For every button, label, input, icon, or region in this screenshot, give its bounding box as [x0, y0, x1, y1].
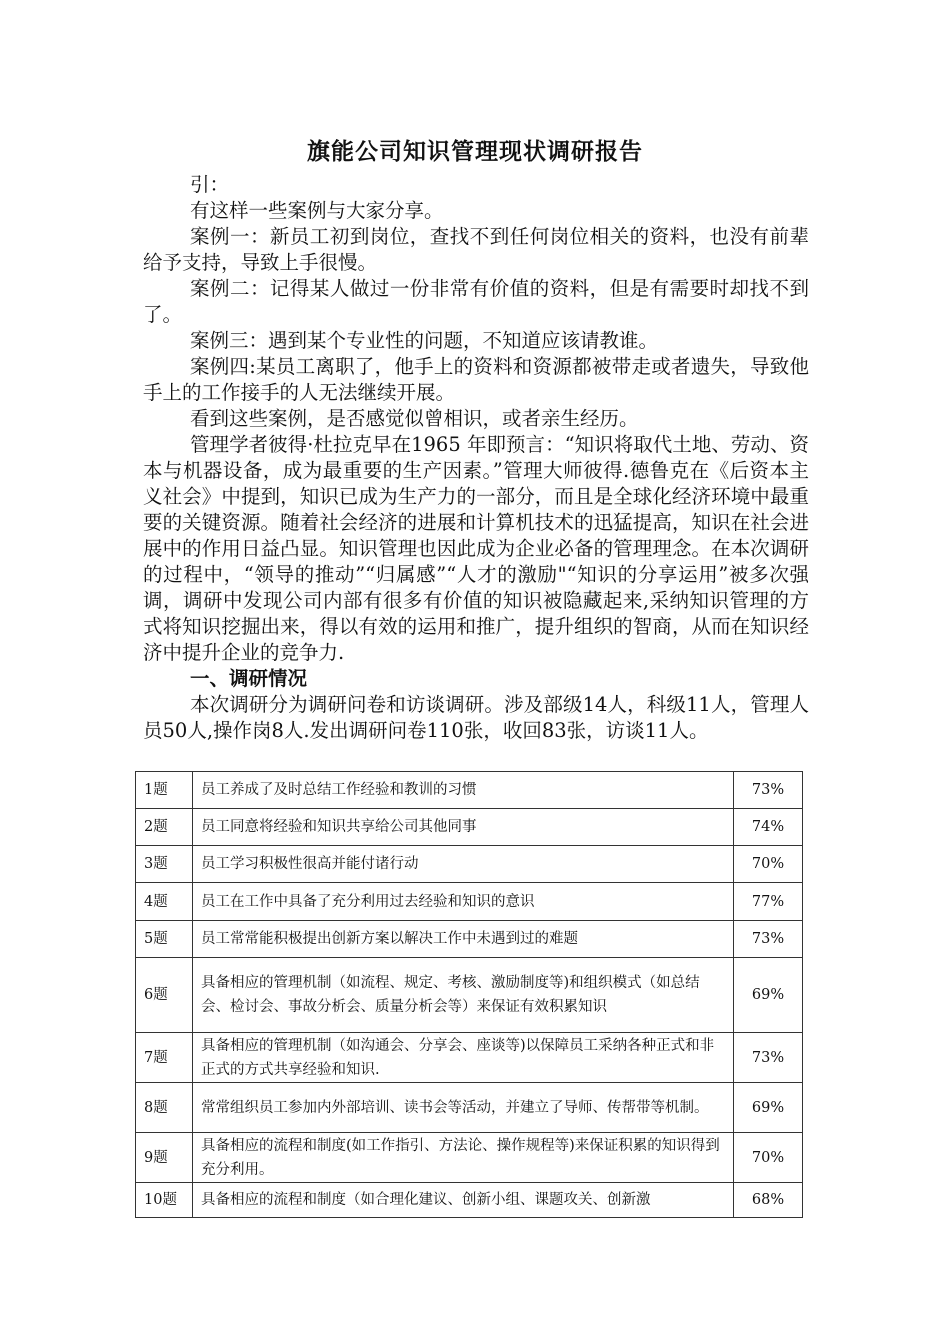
paragraph: 案例四:某员工离职了，他手上的资料和资源都被带走或者遗失，导致他手上的工作接手的人无法继续开展。	[143, 355, 809, 404]
percentage-cell: 74%	[734, 809, 803, 846]
page-title: 旗能公司知识管理现状调研报告	[307, 139, 643, 165]
question-text-cell: 员工养成了及时总结工作经验和教训的习惯	[193, 772, 734, 809]
question-number-cell: 9题	[136, 1133, 193, 1183]
section-heading: 一、调研情况	[190, 667, 308, 690]
question-text-cell: 员工学习积极性很高并能付诸行动	[193, 846, 734, 883]
percentage-cell: 73%	[734, 1033, 803, 1083]
table-row	[136, 809, 803, 846]
question-number-cell: 4题	[136, 883, 193, 921]
percentage-cell: 70%	[734, 1133, 803, 1183]
table-row	[136, 1183, 803, 1218]
table-row	[136, 846, 803, 883]
question-number-cell: 10题	[136, 1183, 193, 1218]
document-body	[143, 172, 809, 744]
question-number-cell: 2题	[136, 809, 193, 846]
percentage-cell: 69%	[734, 1083, 803, 1133]
question-number-cell: 5题	[136, 921, 193, 958]
question-text-cell: 员工在工作中具备了充分利用过去经验和知识的意识	[193, 883, 734, 921]
table-row	[136, 1083, 803, 1133]
percentage-cell: 73%	[734, 921, 803, 958]
table-row	[136, 958, 803, 1033]
percentage-cell: 77%	[734, 883, 803, 921]
paragraph: 案例三：遇到某个专业性的问题，不知道应该请教谁。	[190, 329, 659, 352]
table-row	[136, 883, 803, 921]
paragraph: 引：	[190, 173, 230, 196]
percentage-cell: 68%	[734, 1183, 803, 1218]
percentage-cell: 70%	[734, 846, 803, 883]
table-row	[136, 921, 803, 958]
question-number-cell: 6题	[136, 958, 193, 1033]
question-number-cell: 8题	[136, 1083, 193, 1133]
paragraph: 案例一：新员工初到岗位，查找不到任何岗位相关的资料，也没有前辈给予支持，导致上手很慢。	[143, 225, 809, 274]
question-text-cell: 员工常常能积极提出创新方案以解决工作中未遇到过的难题	[193, 921, 734, 958]
table-row	[136, 1033, 803, 1083]
question-text-cell: 具备相应的流程和制度(如工作指引、方法论、操作规程等)来保证积累的知识得到充分利用。	[193, 1133, 734, 1183]
table-row	[136, 1133, 803, 1183]
question-number-cell: 3题	[136, 846, 193, 883]
paragraph: 管理学者彼得·杜拉克早在1965 年即预言：“知识将取代土地、劳动、资本与机器设备，成为最重要的生产因素。”管理大师彼得.德鲁克在《后资本主义社会》中提到，知识已成为生产力的一部分，而且是全球化经济环境中最重要的关键资源。随着社会经济的进展和计算机技术的迅猛提高，知识在社会进展中的作用日益凸显。知识管理也因此成为企业必备的管理理念。在本次调研的过程中，“领导的推动”“归属感”“人才的激励"“知识的分享运用”被多次强调，调研中发现公司内部有很多有价值的知识被隐藏起来,采纳知识管理的方式将知识挖掘出来，得以有效的运用和推广，提升组织的智商，从而在知识经济中提升企业的竞争力.	[143, 433, 809, 664]
survey-table	[135, 771, 803, 1218]
question-number-cell: 1题	[136, 772, 193, 809]
question-text-cell: 具备相应的管理机制（如流程、规定、考核、激励制度等)和组织模式（如总结会、检讨会、事故分析会、质量分析会等）来保证有效积累知识	[193, 958, 734, 1033]
paragraph: 看到这些案例，是否感觉似曾相识，或者亲生经历。	[190, 407, 639, 430]
question-text-cell: 常常组织员工参加内外部培训、读书会等活动，并建立了导师、传帮带等机制。	[193, 1083, 734, 1133]
question-text-cell: 员工同意将经验和知识共享给公司其他同事	[193, 809, 734, 846]
question-text-cell: 具备相应的管理机制（如沟通会、分享会、座谈等)以保障员工采纳各种正式和非正式的方式共享经验和知识.	[193, 1033, 734, 1083]
percentage-cell: 69%	[734, 958, 803, 1033]
question-number-cell: 7题	[136, 1033, 193, 1083]
table-row	[136, 772, 803, 809]
paragraph: 有这样一些案例与大家分享。	[190, 199, 444, 222]
paragraph: 案例二：记得某人做过一份非常有价值的资料，但是有需要时却找不到了。	[143, 277, 809, 326]
paragraph: 本次调研分为调研问卷和访谈调研。涉及部级14人，科级11人，管理人员50人,操作岗8人.发出调研问卷110张，收回83张，访谈11人。	[143, 693, 809, 742]
question-text-cell: 具备相应的流程和制度（如合理化建议、创新小组、课题攻关、创新激	[193, 1183, 734, 1218]
percentage-cell: 73%	[734, 772, 803, 809]
